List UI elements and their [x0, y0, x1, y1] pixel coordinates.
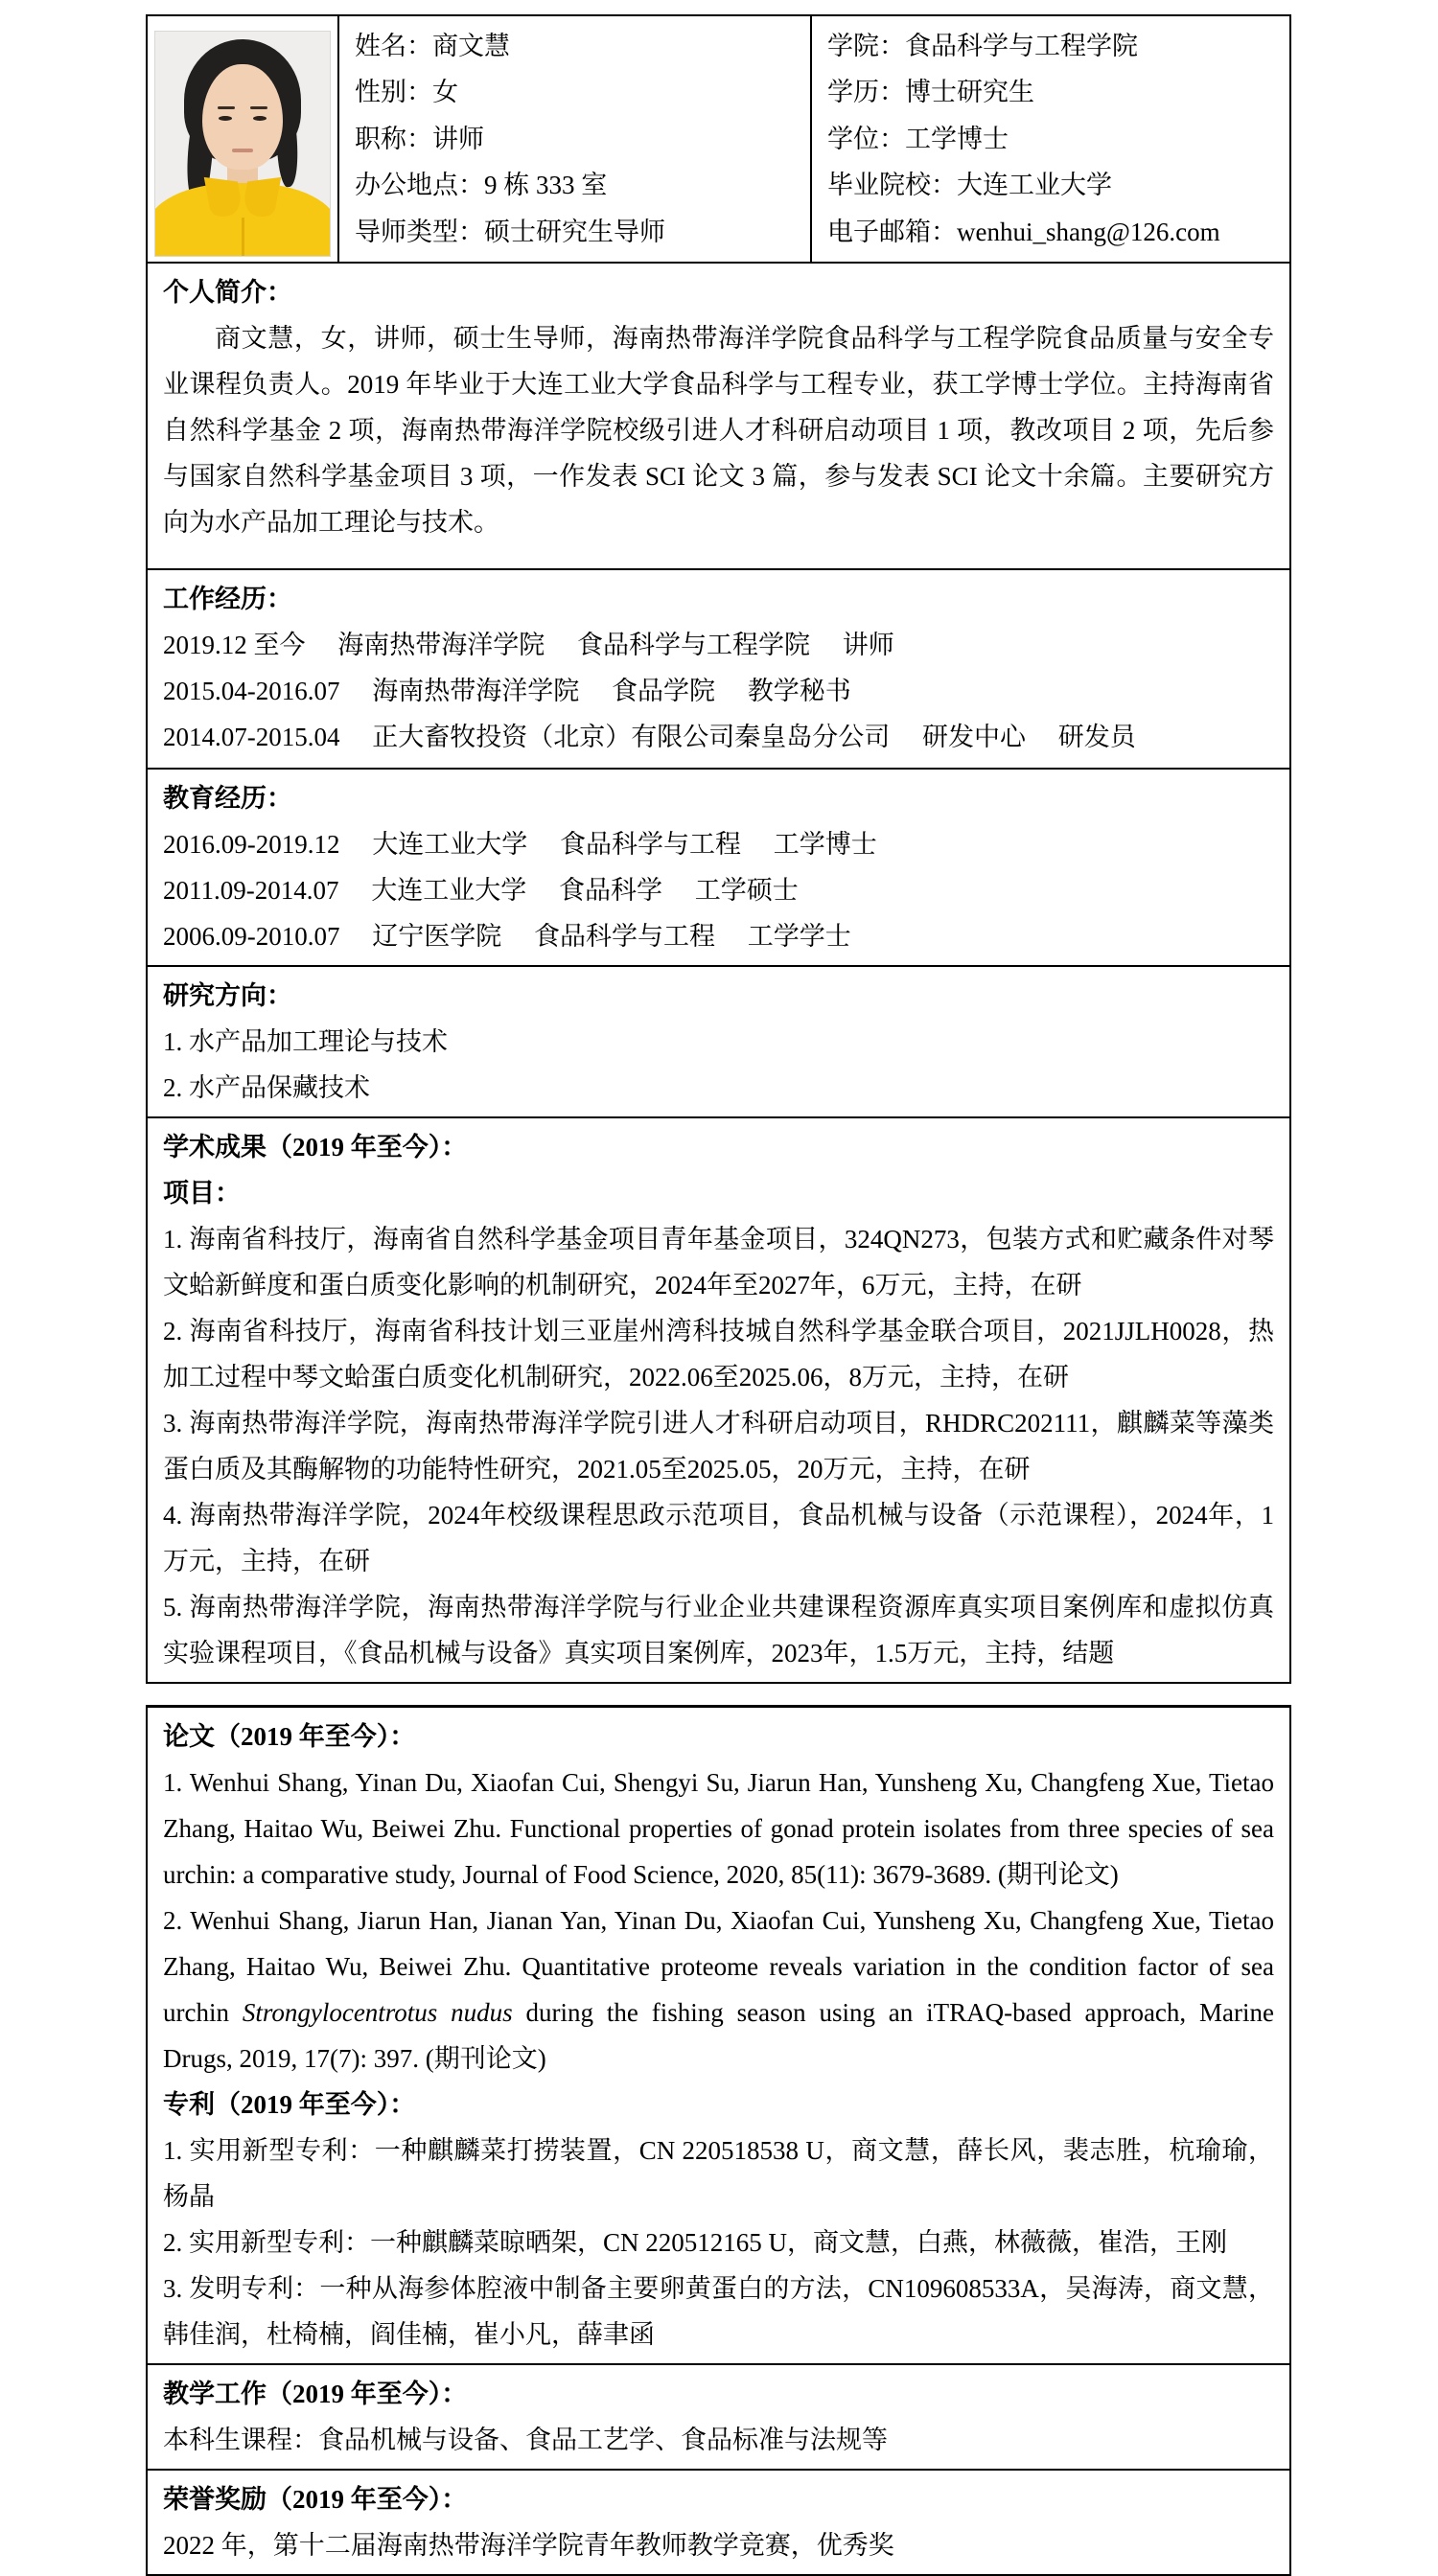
alma-mater-value: 大连工业大学 — [957, 171, 1112, 200]
photo-cell — [148, 16, 339, 262]
basic-info-row — [148, 16, 1289, 262]
supervisor-type-label: 导师类型： — [355, 217, 484, 246]
teaching-section — [148, 2363, 1289, 2469]
paper-item: 1. Wenhui Shang, Yinan Du, Xiaofan Cui, Shengyi Su, Jiarun Han, Yunsheng Xu, Changfeng Xue, Tietao Zhang, Haitao Wu, Beiwei Zhu. Functional properties of gonad protein isolates from three species of sea urchin: a comparative study, Journal of Food Science, 2020, 85(11): 3679-3689. (期刊论文) — [163, 1768, 1274, 1890]
photo-shirt-placket — [242, 218, 244, 256]
basic-info-right-column — [812, 16, 1289, 262]
title-label: 职称： — [355, 124, 432, 153]
teaching-courses-line: 本科生课程：食品机械与设备、食品工艺学、食品标准与法规等 — [163, 2426, 888, 2455]
teaching-section-title: 教学工作（2019 年至今）： — [163, 2380, 468, 2409]
paper2-text-end: during the fishing season using an iTRAQ-based approach, Marine Drugs, 2019, 17(7): 397. (期刊论文) — [163, 1998, 1274, 2074]
education-item: 2011.09-2014.07 大连工业大学 食品科学 工学硕士 — [163, 876, 799, 906]
college-field — [827, 23, 1274, 69]
email-value: wenhui_shang@126.com — [957, 217, 1220, 246]
gender-label: 性别： — [355, 78, 432, 107]
patent-item: 3. 发明专利：一种从海参体腔液中制备主要卵黄蛋白的方法，CN109608533A，吴海涛，商文慧，韩佳润，杜椅楠，阎佳楠，崔小凡，薛聿函 — [163, 2274, 1274, 2350]
research-directions-section — [148, 965, 1289, 1116]
papers-and-patents-section — [148, 1708, 1289, 2363]
patents-section-title: 专利（2019 年至今）： — [163, 2090, 416, 2120]
achievements-section-title: 学术成果（2019 年至今）： — [163, 1133, 468, 1162]
work-item: 2015.04-2016.07 海南热带海洋学院 食品学院 教学秘书 — [163, 677, 851, 706]
work-item: 2019.12 至今 海南热带海洋学院 食品科学与工程学院 讲师 — [163, 631, 894, 660]
supervisor-type-value: 硕士研究生导师 — [484, 217, 665, 246]
education-section-title: 教育经历： — [163, 784, 292, 814]
office-value: 9 栋 333 室 — [484, 171, 608, 200]
degree-label: 学位： — [827, 124, 905, 153]
education-level-label: 学历： — [827, 78, 905, 107]
email-label: 电子邮箱： — [827, 217, 957, 246]
photo-eyebrow-left — [218, 106, 235, 109]
education-level-value: 博士研究生 — [905, 78, 1034, 107]
photo-mouth — [232, 149, 253, 152]
work-section-title: 工作经历： — [163, 585, 292, 614]
paper2-text: 2. Wenhui Shang, Jiarun Han, Jianan Yan, Yinan Du, Xiaofan Cui, Yunsheng Xu, Changfeng Xue, Tietao Zhang, Haitao Wu, Beiwei Zhu. Quantitative proteome reveals variation in the condition factor of sea urchin — [163, 1906, 1274, 2028]
patent-item: 1. 实用新型专利：一种麒麟菜打捞装置，CN 220518538 U，商文慧，薛长风，裴志胜，杭瑜瑜，杨晶 — [163, 2136, 1274, 2212]
education-item: 2006.09-2010.07 辽宁医学院 食品科学与工程 工学学士 — [163, 922, 851, 952]
project-item: 5. 海南热带海洋学院，海南热带海洋学院与行业企业共建课程资源库真实项目案例库和虚拟仿真实验课程项目，《食品机械与设备》真实项目案例库，2023年，1.5万元，主持，结题 — [163, 1593, 1274, 1668]
email-field — [827, 209, 1274, 255]
supervisor-type-field — [355, 209, 795, 255]
patent-item: 2. 实用新型专利：一种麒麟菜晾晒架，CN 220512165 U，商文慧，白燕，林薇薇，崔浩，王刚 — [163, 2228, 1228, 2258]
alma-mater-field — [827, 162, 1274, 208]
research-section-title: 研究方向： — [163, 981, 292, 1011]
title-value: 讲师 — [432, 124, 484, 153]
project-item: 4. 海南热带海洋学院，2024年校级课程思政示范项目，食品机械与设备（示范课程），2024年，1万元，主持，在研 — [163, 1501, 1274, 1576]
gender-field — [355, 69, 795, 115]
education-item: 2016.09-2019.12 大连工业大学 食品科学与工程 工学博士 — [163, 830, 877, 860]
paper-item — [163, 1898, 1274, 2082]
profile-section — [148, 262, 1289, 568]
photo-eye-left — [219, 116, 232, 121]
profile-photo — [155, 32, 330, 256]
title-field — [355, 116, 795, 162]
faculty-profile-table — [146, 14, 1291, 1684]
papers-section-title: 论文（2019 年至今）： — [163, 1722, 416, 1752]
gender-value: 女 — [432, 78, 458, 107]
degree-field — [827, 116, 1274, 162]
photo-face — [202, 64, 283, 170]
education-level-field — [827, 69, 1274, 115]
publications-table — [146, 1705, 1291, 2576]
honor-item: 2022 年，第十二届海南热带海洋学院青年教师教学竞赛，优秀奖 — [163, 2531, 894, 2561]
photo-eye-right — [253, 116, 267, 121]
paper2-species-name: Strongylocentrotus nudus — [242, 1998, 513, 2028]
photo-eyebrow-right — [250, 106, 267, 109]
college-label: 学院： — [827, 32, 905, 60]
research-item: 2. 水产品保藏技术 — [163, 1073, 370, 1103]
office-field — [355, 162, 795, 208]
name-label: 姓名： — [355, 32, 432, 60]
office-label: 办公地点： — [355, 171, 484, 200]
project-item: 2. 海南省科技厅，海南省科技计划三亚崖州湾科技城自然科学基金联合项目，2021JJLH0028，热加工过程中琴文蛤蛋白质变化机制研究，2022.06至2025.06，8万元，主持，在研 — [163, 1317, 1274, 1392]
education-section — [148, 768, 1289, 965]
honors-section — [148, 2469, 1289, 2574]
research-item: 1. 水产品加工理论与技术 — [163, 1027, 448, 1057]
projects-subtitle: 项目： — [163, 1179, 241, 1208]
name-field — [355, 23, 795, 69]
degree-value: 工学博士 — [905, 124, 1009, 153]
honors-section-title: 荣誉奖励（2019 年至今）： — [163, 2485, 468, 2515]
project-item: 3. 海南热带海洋学院，海南热带海洋学院引进人才科研启动项目，RHDRC202111，麒麟菜等藻类蛋白质及其酶解物的功能特性研究，2021.05至2025.05，20万元，主持，在研 — [163, 1409, 1274, 1484]
basic-info-left-column — [339, 16, 812, 262]
college-value: 食品科学与工程学院 — [905, 32, 1138, 60]
profile-paragraph: 商文慧，女，讲师，硕士生导师，海南热带海洋学院食品科学与工程学院食品质量与安全专业课程负责人。2019 年毕业于大连工业大学食品科学与工程专业，获工学博士学位。主持海南省自然科学基金 2 项，海南热带海洋学院校级引进人才科研启动项目 1 项，教改项目 2 项，先后参与国家自然科学基金项目 3 项，一作发表 SCI 论文 3 篇，参与发表 SCI 论文十余篇。主要研究方向为水产品加工理论与技术。 — [163, 324, 1274, 538]
profile-section-title: 个人简介： — [163, 278, 292, 308]
work-experience-section — [148, 568, 1289, 768]
alma-mater-label: 毕业院校： — [827, 171, 957, 200]
project-item: 1. 海南省科技厅，海南省自然科学基金项目青年基金项目，324QN273，包装方式和贮藏条件对琴文蛤新鲜度和蛋白质变化影响的机制研究，2024年至2027年，6万元，主持，在研 — [163, 1225, 1274, 1300]
academic-achievements-section — [148, 1116, 1289, 1682]
work-item: 2014.07-2015.04 正大畜牧投资（北京）有限公司秦皇岛分公司 研发中心 研发员 — [163, 723, 1136, 752]
name-value: 商文慧 — [432, 32, 510, 60]
